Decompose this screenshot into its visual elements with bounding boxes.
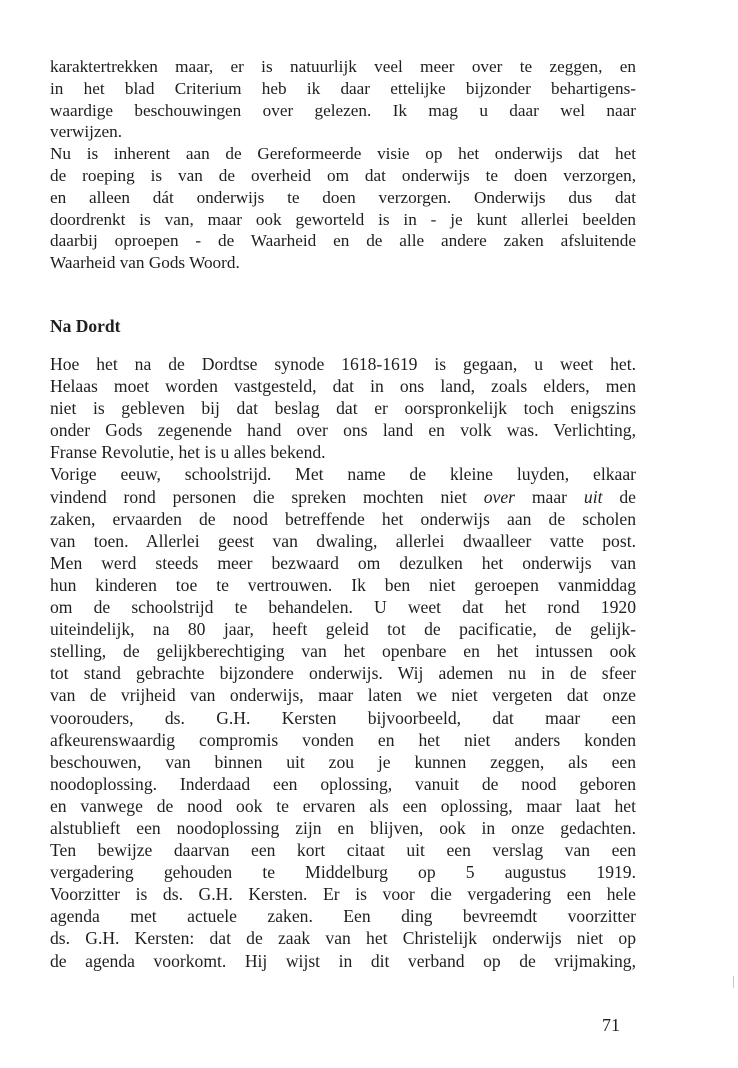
text-line: alstublieft een noodoplossing zijn en blijven, ook in onze gedachten. — [50, 817, 636, 838]
intro-paragraphs — [50, 56, 636, 274]
text-fragment: maar — [531, 486, 568, 507]
text-fragment: de — [619, 486, 636, 507]
text-line: doordrenkt is van, maar ook geworteld is in - je kunt allerlei beelden — [50, 209, 636, 229]
text-line: Ten bewijze daarvan een kort citaat uit een verslag van een — [50, 840, 636, 861]
emphasis-word: uit — [583, 486, 603, 507]
section-heading: Na Dordt — [50, 316, 121, 336]
margin-mark — [733, 976, 734, 988]
text-line: ds. G.H. Kersten: dat de zaak van het Christelijk onderwijs niet op — [50, 928, 636, 949]
text-line: en vanwege de nood ook te ervaren als een oplossing, maar laat het — [50, 795, 636, 816]
text-line: de agenda voorkomt. Hij wijst in dit verband op de vrijmaking, — [50, 950, 636, 971]
text-line: zaken, ervaarden de nood betreffende het onderwijs aan de scholen — [50, 508, 636, 529]
text-line: de roeping is van de overheid om dat onderwijs te doen verzorgen, — [50, 165, 636, 185]
text-line: noodoplossing. Inderdaad een oplossing, vanuit de nood geboren — [50, 773, 636, 794]
text-line: Franse Revolutie, het is u alles bekend. — [50, 442, 326, 463]
text-line: daarbij oproepen - de Waarheid en de alle andere zaken afsluitende — [50, 231, 636, 251]
text-line: Voorzitter is ds. G.H. Kersten. Er is voor die vergadering een hele — [50, 884, 636, 905]
emphasis-word: over — [483, 486, 515, 507]
text-line: karaktertrekken maar, er is natuurlijk veel meer over te zeggen, en — [50, 57, 636, 76]
text-line: niet is gebleven bij dat beslag dat er oorspronkelijk toch enigszins — [50, 398, 636, 419]
text-line: van de vrijheid van onderwijs, maar laten we niet vergeten dat onze — [50, 685, 636, 706]
text-line-with-emphasis — [50, 486, 636, 508]
text-line: Vorige eeuw, schoolstrijd. Met name de kleine luyden, elkaar — [50, 464, 636, 485]
text-line: en alleen dát onderwijs te doen verzorgen. Onderwijs dus dat — [50, 187, 636, 207]
text-line: Hoe het na de Dordtse synode 1618-1619 is gegaan, u weet het. — [50, 354, 636, 374]
text-line: om de schoolstrijd te behandelen. U weet dat het rond 1920 — [50, 597, 636, 618]
body-paragraphs — [50, 353, 636, 972]
text-line: tot stand gebrachte bijzondere onderwijs. Wij ademen nu in de sfeer — [50, 663, 636, 684]
text-line: stelling, de gelijkberechtiging van het openbare en het intussen ook — [50, 641, 636, 662]
page-number: 71 — [602, 1015, 620, 1035]
text-line: beschouwen, van binnen uit zou je kunnen zeggen, als een — [50, 751, 636, 772]
text-line: uiteindelijk, na 80 jaar, heeft geleid tot de pacificatie, de gelijk- — [50, 619, 636, 640]
text-line: Waarheid van Gods Woord. — [50, 253, 240, 273]
text-line: hun kinderen toe te vertrouwen. Ik ben niet geroepen vanmiddag — [50, 574, 636, 595]
text-line: Helaas moet worden vastgesteld, dat in ons land, zoals elders, men — [50, 376, 636, 397]
text-line: in het blad Criterium heb ik daar ettelijke bijzonder behartigens- — [50, 78, 636, 98]
text-line: van toen. Allerlei geest van dwaling, allerlei dwaalleer vatte post. — [50, 530, 636, 551]
text-line: verwijzen. — [50, 122, 123, 142]
text-line: afkeurenswaardig compromis vonden en het niet anders konden — [50, 729, 636, 750]
text-fragment: vindend rond personen die spreken mochten niet — [50, 486, 467, 507]
text-line: agenda met actuele zaken. Een ding bevreemdt voorzitter — [50, 906, 636, 927]
text-line: Men werd steeds meer bezwaard om dezulken het onderwijs van — [50, 552, 636, 573]
text-line: waardige beschouwingen over gelezen. Ik mag u daar wel naar — [50, 100, 636, 120]
text-line: vergadering gehouden te Middelburg op 5 augustus 1919. — [50, 862, 636, 883]
text-line: Nu is inherent aan de Gereformeerde visie op het onderwijs dat het — [50, 144, 636, 164]
text-line: onder Gods zegenende hand over ons land en volk was. Verlichting, — [50, 420, 636, 441]
text-line: voorouders, ds. G.H. Kersten bijvoorbeeld, dat maar een — [50, 707, 636, 728]
